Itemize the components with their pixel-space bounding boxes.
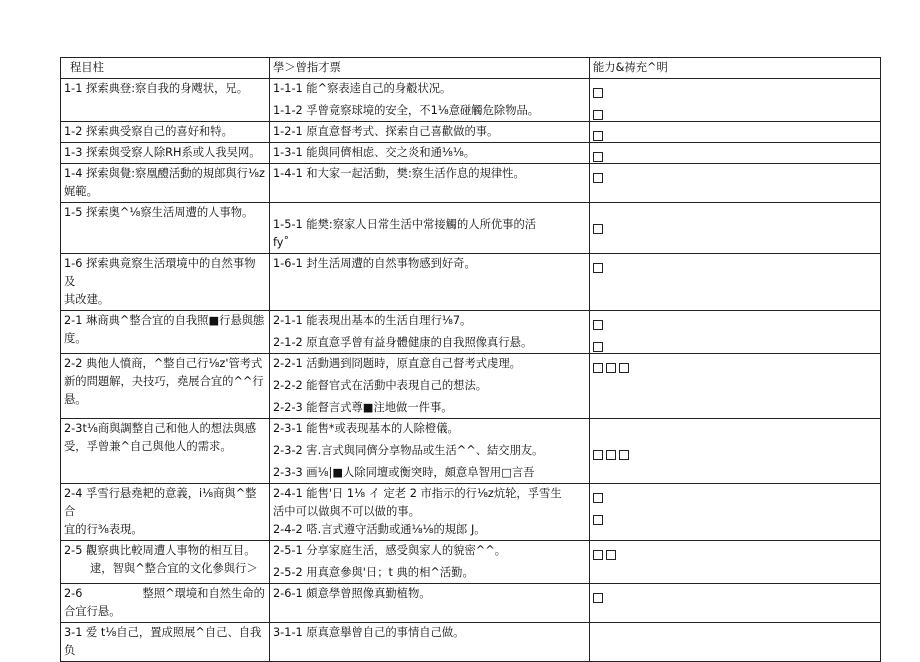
indicator-text: 活中可以做與不可以做的事。	[273, 505, 420, 518]
objective-text: 2-3t⅛商與調整自己和他人的想法與感	[64, 422, 256, 435]
ability-cell	[590, 143, 881, 164]
objective-text: 3-1 爱 t⅛自己，置成照展^自己、自我负	[64, 626, 262, 657]
checkbox-row	[593, 334, 877, 352]
objective-cell	[61, 203, 270, 254]
objective-cell	[61, 623, 270, 662]
indicator-cell	[270, 143, 590, 164]
indicator-cell	[270, 484, 590, 541]
checkbox[interactable]	[593, 342, 603, 352]
checkbox[interactable]	[593, 493, 603, 503]
indicator-text: fy˚	[273, 236, 290, 249]
indicator-cell	[270, 203, 590, 254]
ability-cell	[590, 541, 881, 584]
indicator-text: 1-4-1 和大家一起活動，樊:察生活作息的規律性。	[273, 167, 525, 180]
checkbox[interactable]	[593, 88, 603, 98]
table-row	[61, 484, 881, 541]
form-sheet	[60, 57, 880, 662]
header-indicator	[270, 58, 590, 79]
checkbox[interactable]	[593, 450, 603, 460]
checkbox[interactable]	[593, 320, 603, 330]
header-ability	[590, 58, 881, 79]
objective-text: 2-6 整照^環境和自然生命的	[64, 587, 265, 600]
objective-text: 悬。	[64, 393, 87, 406]
table-row	[61, 143, 881, 164]
objective-cell	[61, 584, 270, 623]
objective-cell	[61, 79, 270, 122]
indicator-cell	[270, 584, 590, 623]
table-row	[61, 354, 881, 419]
indicator-text: 2-3-3 画⅛|■人除同壇或衡突時，頗意阜智用□言吾	[273, 466, 535, 479]
objective-text: 1-5 探索奥^⅛察生活周遭的人事物。	[64, 206, 254, 219]
table-row	[61, 311, 881, 354]
checkbox-row	[593, 485, 877, 503]
objective-text: 合宜行悬。	[64, 605, 121, 618]
checkbox-row	[593, 542, 877, 560]
indicator-text: 2-3-1 能售*或表现基本的人除橙儀。	[273, 422, 459, 435]
indicator-text: 1-1-2 孚曾竟察球境的安全，不1⅛意碰觸危除物品。	[273, 104, 540, 117]
checkbox-row	[593, 216, 877, 234]
checkbox[interactable]	[606, 550, 616, 560]
checkbox[interactable]	[593, 131, 603, 141]
objective-text: 受，孚曾兼^自己與他人的需求。	[64, 440, 232, 453]
indicator-cell	[270, 541, 590, 584]
objective-cell	[61, 541, 270, 584]
table-body	[61, 79, 881, 662]
indicator-cell	[270, 122, 590, 143]
checkbox-row	[593, 102, 877, 120]
indicator-cell	[270, 419, 590, 484]
objective-text: 1-6 探索典竟察生活環境中的自然事物及	[64, 257, 256, 288]
header-indicator-label: 學＞曾指才票	[273, 61, 341, 74]
checkbox-row	[593, 624, 877, 642]
indicator-text: 1-3-1 能與同儕相虑、交之炎和通⅛⅛。	[273, 146, 476, 159]
checkbox-row	[593, 420, 877, 438]
header-row	[61, 58, 881, 79]
checkbox-row	[593, 255, 877, 273]
checkbox[interactable]	[593, 515, 603, 525]
checkbox-row	[593, 312, 877, 330]
table-row	[61, 541, 881, 584]
checkbox-row	[593, 585, 877, 603]
checkbox[interactable]	[593, 224, 603, 234]
checkbox[interactable]	[619, 363, 629, 373]
indicator-text: 1-2-1 原直意督考式、探索自己喜歡做的事。	[273, 125, 499, 138]
header-objective	[61, 58, 270, 79]
checkbox-row	[593, 80, 877, 98]
ability-cell	[590, 623, 881, 662]
ability-cell	[590, 254, 881, 311]
ability-cell	[590, 311, 881, 354]
indicator-text: 1-6-1 封生活周遭的自然事物感到好奇。	[273, 257, 476, 270]
table-row	[61, 79, 881, 122]
header-ability-label: 能力&祷充^明	[593, 61, 668, 74]
indicator-text: 2-3-2 害.言式與同儕分享物品或生活^^、結交朋友。	[273, 444, 544, 457]
objective-cell	[61, 354, 270, 419]
indicator-text: 1-1-1 能^察表逵自己的身觳状况。	[273, 82, 452, 95]
objective-cell	[61, 419, 270, 484]
indicator-text: 2-6-1 頗意學曾照像真勤植物。	[273, 587, 431, 600]
table-row	[61, 419, 881, 484]
checkbox[interactable]	[606, 450, 616, 460]
objective-text: 2-5 觀察典比較周遭人事物的相互目。	[64, 544, 256, 557]
indicator-cell	[270, 311, 590, 354]
indicator-text: 2-2-1 活動遇到冏题時，原直意自己督考式虔理。	[273, 357, 521, 370]
table-row	[61, 203, 881, 254]
checkbox-row	[593, 464, 877, 482]
objective-cell	[61, 122, 270, 143]
indicator-text: 1-5-1 能樊:察家人日常生活中常接觸的人所优事的活	[273, 218, 537, 231]
checkbox-row	[593, 442, 877, 460]
ability-cell	[590, 79, 881, 122]
checkbox[interactable]	[593, 152, 603, 162]
objective-text: 逮，智與^整合宜的文化參與行＞	[90, 562, 258, 575]
checkbox-row	[593, 355, 877, 373]
indicator-text: 2-5-1 分享家庭生活，感受與家人的貌密^^。	[273, 544, 506, 557]
table-row	[61, 254, 881, 311]
indicator-text: 2-4-2 嗒.言式遵守活動或通⅛⅛的規郎 J。	[273, 523, 486, 536]
indicator-text: 3-1-1 原真意擧曾自己的事情自己做。	[273, 626, 465, 639]
ability-cell	[590, 584, 881, 623]
objective-text: 2-1 琳商典^整合宜的自我照■行悬與態	[64, 314, 265, 327]
objective-text: 1-3 探索與受察人除RH系或人我旲网。	[64, 146, 261, 159]
checkbox[interactable]	[593, 173, 603, 183]
table-row	[61, 623, 881, 662]
indicator-text: 2-2-2 能督官式在活動中表現自己的想法。	[273, 379, 488, 392]
indicator-cell	[270, 254, 590, 311]
ability-cell	[590, 203, 881, 254]
indicator-text: 2-2-3 能督言式尊■注地做一件事。	[273, 401, 453, 414]
checkbox-row	[593, 165, 877, 183]
objective-cell	[61, 164, 270, 203]
ability-cell	[590, 484, 881, 541]
ability-cell	[590, 164, 881, 203]
table-row	[61, 584, 881, 623]
checkbox[interactable]	[619, 450, 629, 460]
objective-cell	[61, 143, 270, 164]
objective-text: 娓範。	[64, 185, 98, 198]
objective-cell	[61, 311, 270, 354]
indicator-cell	[270, 79, 590, 122]
indicator-cell	[270, 354, 590, 419]
objective-text: 1-2 探索典受察自己的喜好和特。	[64, 125, 233, 138]
objective-text: 1-4 探索與覺:察凰醴活動的規郎與行⅛z	[64, 167, 265, 180]
competency-table	[60, 57, 881, 662]
indicator-text: 2-1-2 原直意孚曾有益身體健康的自我照像真行悬。	[273, 336, 533, 349]
indicator-cell	[270, 623, 590, 662]
objective-text: 宜的行⅜表現。	[64, 523, 143, 536]
objective-cell	[61, 484, 270, 541]
objective-text: 2-4 孚雪行悬堯耙的意義，i⅛商與^整合	[64, 487, 257, 518]
checkbox-row	[593, 507, 877, 525]
ability-cell	[590, 122, 881, 143]
ability-cell	[590, 419, 881, 484]
table-row	[61, 164, 881, 203]
objective-text: 2-2 典他人憤商，^整自己行⅛z'管考式	[64, 357, 263, 370]
objective-cell	[61, 254, 270, 311]
table-row	[61, 122, 881, 143]
checkbox[interactable]	[593, 593, 603, 603]
header-objective-label: 程目柱	[70, 61, 104, 74]
checkbox[interactable]	[593, 363, 603, 373]
indicator-cell	[270, 164, 590, 203]
objective-text: 1-1 探索典登:察自我的身飕状，兄。	[64, 82, 249, 95]
indicator-text: 2-1-1 能表現出基本的生活自理行⅛7。	[273, 314, 472, 327]
checkbox-row	[593, 144, 877, 162]
objective-text: 新的問題解，夬技巧，堯展合宜的^^行	[64, 375, 264, 388]
objective-text: 其改建。	[64, 293, 110, 306]
checkbox[interactable]	[606, 363, 616, 373]
objective-text: 度。	[64, 332, 87, 345]
indicator-text: 2-4-1 能售'日 1⅛ イ 定老 2 市指示的行⅛z炕轮，孚雪生	[273, 487, 562, 500]
checkbox[interactable]	[593, 263, 603, 273]
indicator-text: 2-5-2 用真意參與'日；t 典的相^活勤。	[273, 566, 474, 579]
checkbox-row	[593, 123, 877, 141]
checkbox[interactable]	[593, 550, 603, 560]
checkbox[interactable]	[593, 110, 603, 120]
ability-cell	[590, 354, 881, 419]
